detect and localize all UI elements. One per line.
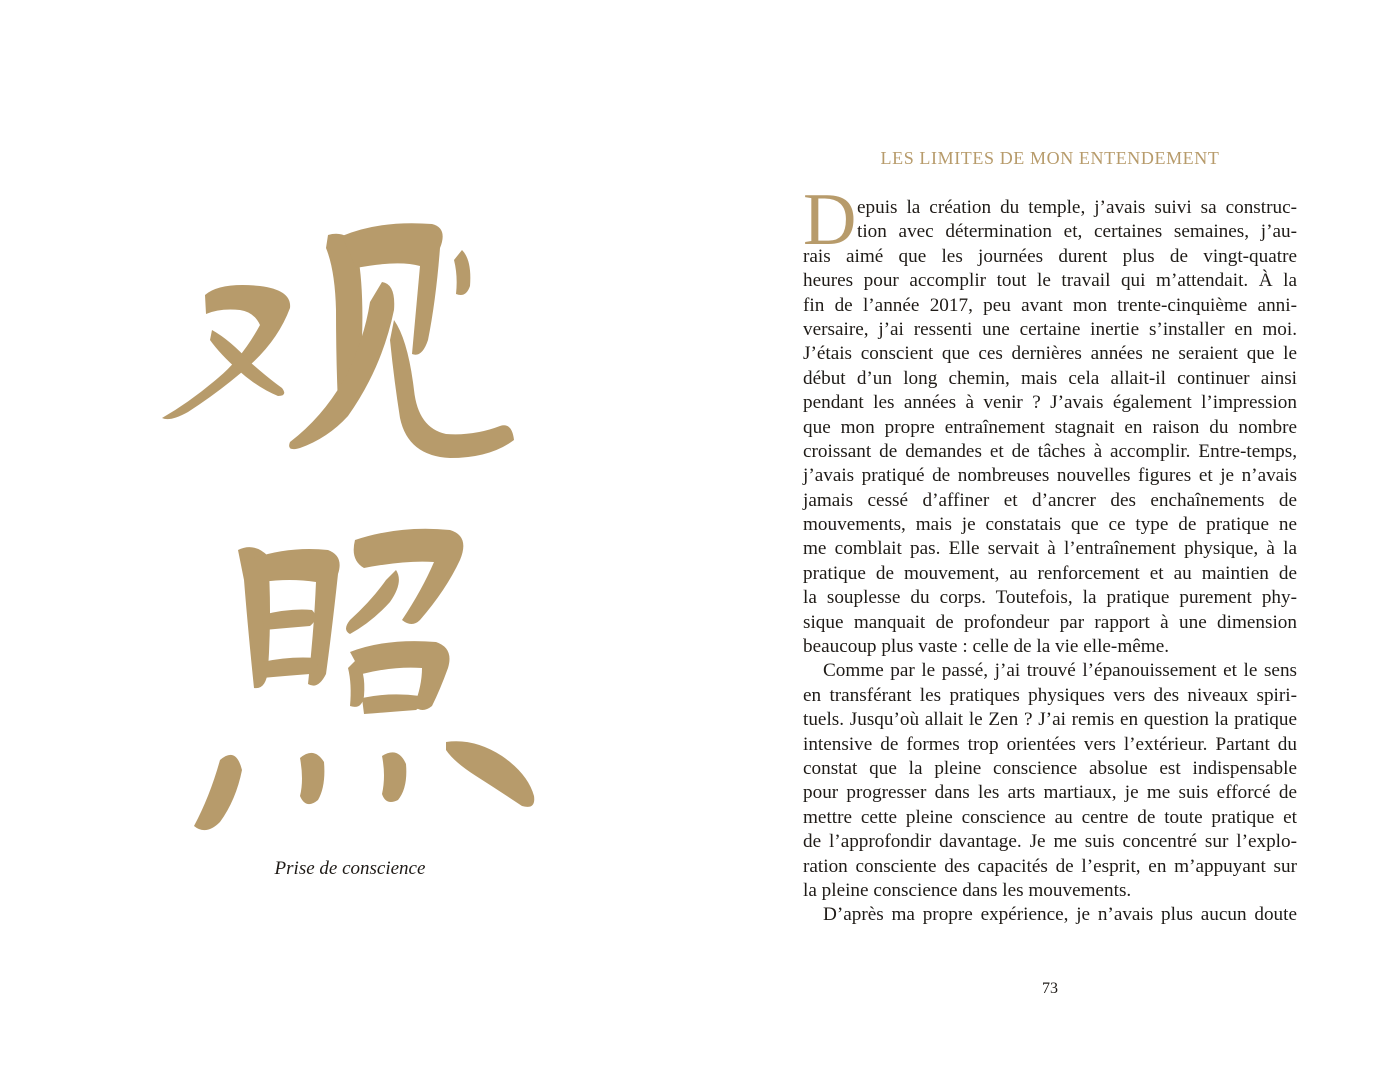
- text-line: début d’un long chemin, mais cela allait-il continuer ainsi: [803, 367, 1297, 389]
- text-line: J’étais conscient que ces dernières années ne seraient que le: [803, 343, 1297, 365]
- body-text: [803, 196, 1297, 928]
- text-line: tuels. Jusqu’où allait le Zen ? J’ai remis en question la pratique: [803, 709, 1297, 731]
- text-line: ration consciente des capacités de l’esprit, en m’appuyant sur: [803, 855, 1297, 877]
- text-line: heures pour accomplir tout le travail qui m’attendait. À la: [803, 270, 1297, 292]
- text-line: intensive de formes trop orientées vers l’extérieur. Partant du: [803, 733, 1297, 755]
- text-line: rais aimé que les journées durent plus de vingt-quatre: [803, 245, 1297, 267]
- text-line: versaire, j’ai ressenti une certaine inertie s’installer en moi.: [803, 318, 1297, 340]
- text-line: en transférant les pratiques physiques vers des niveaux spiri-: [803, 684, 1297, 706]
- text-line: la souplesse du corps. Toutefois, la pratique purement phy-: [803, 587, 1297, 609]
- text-line: pour progresser dans les arts martiaux, je me suis efforcé de: [803, 782, 1297, 804]
- text-line: tion avec détermination et, certaines semaines, j’au-: [857, 221, 1297, 243]
- text-line: fin de l’année 2017, peu avant mon trente-cinquième anni-: [803, 294, 1297, 316]
- text-line: me comblait pas. Elle servait à l’entraînement physique, à la: [803, 538, 1297, 560]
- image-caption: Prise de conscience: [274, 858, 426, 879]
- calligraphy-strokes: [162, 223, 534, 830]
- text-line: pendant les années à venir ? J’avais également l’impression: [803, 392, 1297, 414]
- calligraphy-artwork: [150, 190, 550, 840]
- text-line: j’avais pratiqué de nombreuses nouvelles figures et je n’avais: [803, 465, 1297, 487]
- calligraphy-image: [150, 190, 550, 840]
- text-line: mettre cette pleine conscience au centre de toute pratique et: [803, 806, 1297, 828]
- text-line: jamais cessé d’affiner et d’ancrer des enchaînements de: [803, 489, 1297, 511]
- text-line: D’après ma propre expérience, je n’avais plus aucun doute: [823, 904, 1297, 926]
- right-page: [700, 0, 1400, 1075]
- text-line: constat que la pleine conscience absolue est indispensable: [803, 757, 1297, 779]
- text-line: croissant de demandes et de tâches à accomplir. Entre-temps,: [803, 440, 1297, 462]
- text-line: la pleine conscience dans les mouvements.: [803, 879, 1132, 901]
- text-line: epuis la création du temple, j’avais suivi sa construc-: [857, 197, 1297, 218]
- text-line: Comme par le passé, j’ai trouvé l’épanouissement et le sens: [823, 660, 1297, 682]
- text-line: beaucoup plus vaste : celle de la vie elle-même.: [803, 636, 1170, 658]
- text-line: sique manquait de profondeur par rapport à une dimension: [803, 611, 1297, 633]
- drop-cap: D: [803, 179, 857, 261]
- running-head: LES LIMITES DE MON ENTENDEMENT: [880, 148, 1220, 168]
- text-line: pratique de mouvement, au renforcement et au maintien de: [803, 562, 1297, 584]
- page-number: 73: [1042, 980, 1058, 997]
- text-line: mouvements, mais je constatais que ce type de pratique ne: [803, 514, 1297, 536]
- text-line: de l’approfondir davantage. Je me suis concentré sur l’explo-: [803, 831, 1297, 853]
- text-line: que mon propre entraînement stagnait en raison du nombre: [803, 416, 1297, 438]
